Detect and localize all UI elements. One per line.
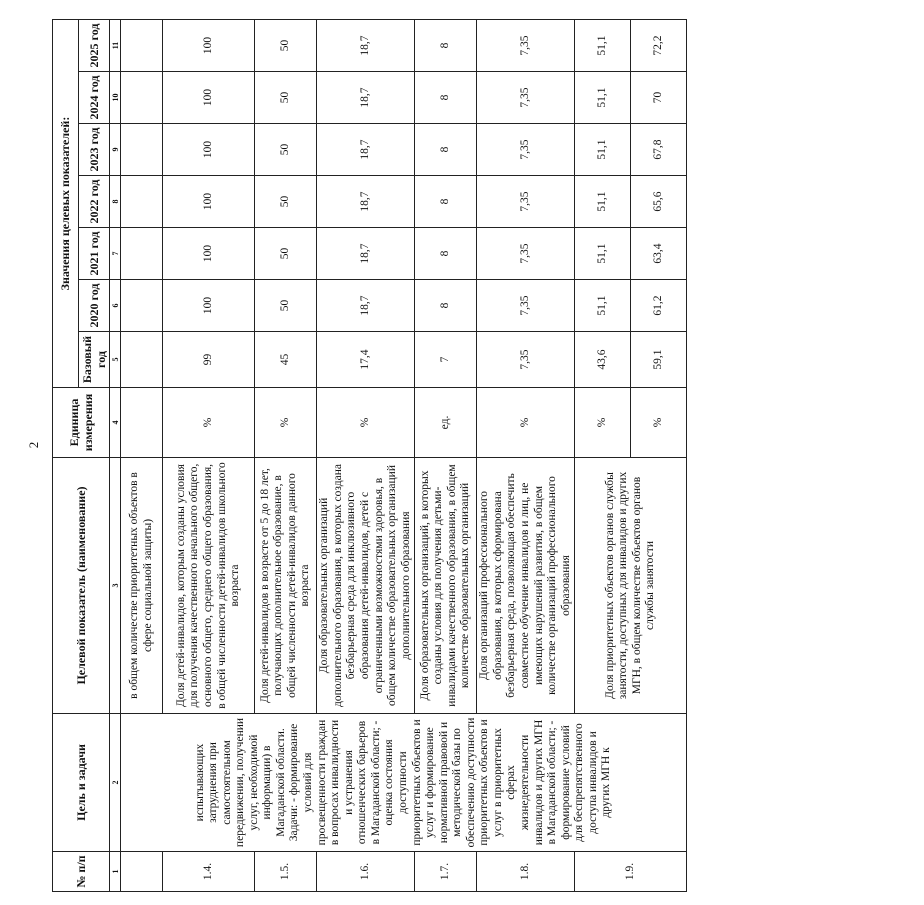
header-goal: Цель и задачи xyxy=(53,714,110,852)
column-index-row xyxy=(110,20,121,892)
indicator-name: Доля организаций профессионального образования, в которых сформирована безбарьерная среда, позволяющая обеспечить совместное обучение инвалидов и лиц, не имеющих нарушений развития, в общем количестве организаций профессионального образования xyxy=(477,458,575,714)
row-num: 1.5. xyxy=(255,852,317,892)
year-value xyxy=(121,72,163,124)
year-value: 51,1 xyxy=(575,228,631,280)
column-index: 6 xyxy=(110,280,121,332)
year-value: 65,6 xyxy=(631,176,687,228)
column-index: 2 xyxy=(110,714,121,852)
year-value: 18,7 xyxy=(317,72,415,124)
year-value: 50 xyxy=(255,20,317,72)
year-value: 67,8 xyxy=(631,124,687,176)
unit: % xyxy=(163,388,255,458)
unit xyxy=(121,388,163,458)
year-value: 100 xyxy=(163,280,255,332)
indicators-table xyxy=(52,19,687,892)
year-value: 100 xyxy=(163,124,255,176)
unit: % xyxy=(631,388,687,458)
year-value: 63,4 xyxy=(631,228,687,280)
indicator-name: Доля детей-инвалидов в возрасте от 5 до 18 лет, получающих дополнительное образование, в общей численности детей-инвалидов данного возраста xyxy=(255,458,317,714)
row-num: 1.4. xyxy=(163,852,255,892)
base-value: 17,4 xyxy=(317,332,415,388)
year-value: 61,2 xyxy=(631,280,687,332)
base-value: 43,6 xyxy=(575,332,631,388)
year-value: 18,7 xyxy=(317,228,415,280)
year-value xyxy=(121,228,163,280)
goal-and-tasks: испытывающих затруднения при самостоятельном передвижении, получении услуг, необходимой информации) в Магаданской области. Задачи: - формирование условий для просвещенности граждан в вопросах инвалидности и устранения отношенческих барьеров в Магаданской области; - оценка состояния доступности приоритетных объектов и услуг и формирование нормативной правовой и методической базы по обеспечению доступности приоритетных объектов и услуг в приоритетных сферах жизнедеятельности инвалидов и других МГН в Магаданской области; - формирование условий для беспрепятственного доступа инвалидов и других МГН к xyxy=(121,714,687,852)
year-value: 51,1 xyxy=(575,280,631,332)
year-value: 100 xyxy=(163,228,255,280)
year-value xyxy=(121,176,163,228)
year-value xyxy=(121,280,163,332)
year-value: 18,7 xyxy=(317,20,415,72)
header-year: 2022 год xyxy=(79,176,110,228)
indicator-name: Доля образовательных организаций дополнительного образования, в которых создана безбарьерная среда для инклюзивного образования детей-инвалидов, детей с ограниченными возможностями здоровья, в общем количестве образовательных организаций дополнительного образования xyxy=(317,458,415,714)
year-value: 8 xyxy=(415,280,477,332)
year-value xyxy=(121,124,163,176)
table-wrapper xyxy=(52,20,924,888)
year-value: 8 xyxy=(415,176,477,228)
unit: % xyxy=(255,388,317,458)
year-value: 72,2 xyxy=(631,20,687,72)
year-value: 7,35 xyxy=(477,176,575,228)
row-num: 1.8. xyxy=(477,852,575,892)
row-num: 1.6. xyxy=(317,852,415,892)
year-value: 50 xyxy=(255,176,317,228)
header-year: 2021 год xyxy=(79,228,110,280)
column-index: 7 xyxy=(110,228,121,280)
year-value: 8 xyxy=(415,72,477,124)
year-value: 51,1 xyxy=(575,124,631,176)
year-value: 7,35 xyxy=(477,228,575,280)
page-number: 2 xyxy=(26,441,41,449)
header-indicator: Целевой показатель (наименование) xyxy=(53,458,110,714)
column-index: 11 xyxy=(110,20,121,72)
header-year: 2024 год xyxy=(79,72,110,124)
year-value: 51,1 xyxy=(575,176,631,228)
column-index: 9 xyxy=(110,124,121,176)
year-value: 100 xyxy=(163,72,255,124)
header-year: 2025 год xyxy=(79,20,110,72)
year-value: 51,1 xyxy=(575,72,631,124)
header-year: 2023 год xyxy=(79,124,110,176)
year-value: 8 xyxy=(415,20,477,72)
year-value: 18,7 xyxy=(317,176,415,228)
column-index: 1 xyxy=(110,852,121,892)
indicator-name: Доля образовательных организаций, в которых созданы условия для получения детьми-инвалидами качественного образования, в общем количестве образовательных организаций xyxy=(415,458,477,714)
year-value: 7,35 xyxy=(477,72,575,124)
column-index: 8 xyxy=(110,176,121,228)
column-index: 3 xyxy=(110,458,121,714)
base-value: 45 xyxy=(255,332,317,388)
year-value: 50 xyxy=(255,124,317,176)
year-value: 7,35 xyxy=(477,124,575,176)
header-year: 2020 год xyxy=(79,280,110,332)
year-value: 8 xyxy=(415,228,477,280)
year-value: 18,7 xyxy=(317,280,415,332)
year-value: 8 xyxy=(415,124,477,176)
base-value: 99 xyxy=(163,332,255,388)
row-num: 1.7. xyxy=(415,852,477,892)
table-row xyxy=(121,20,163,892)
column-index: 4 xyxy=(110,388,121,458)
year-value: 7,35 xyxy=(477,280,575,332)
header-values-group: Значения целевых показателей: xyxy=(53,20,79,388)
year-value: 100 xyxy=(163,176,255,228)
base-value: 7,35 xyxy=(477,332,575,388)
unit: % xyxy=(477,388,575,458)
base-value: 7 xyxy=(415,332,477,388)
year-value: 50 xyxy=(255,72,317,124)
year-value: 70 xyxy=(631,72,687,124)
header-num: № п/п xyxy=(53,852,110,892)
header-base-year: Базовый год xyxy=(79,332,110,388)
year-value xyxy=(121,20,163,72)
year-value: 100 xyxy=(163,20,255,72)
year-value: 7,35 xyxy=(477,20,575,72)
indicator-name: в общем количестве приоритетных объектов в сфере социальной защиты) xyxy=(121,458,163,714)
indicator-name: Доля приоритетных объектов органов службы занятости, доступных для инвалидов и других МГН, в общем количестве объектов органов службы занятости xyxy=(575,458,687,714)
indicator-name: Доля детей-инвалидов, которым созданы условия для получения качественного начального общего, основного общего, среднего общего образования, в общей численности детей-инвалидов школьного возраста xyxy=(163,458,255,714)
base-value xyxy=(121,332,163,388)
year-value: 18,7 xyxy=(317,124,415,176)
unit: ед. xyxy=(415,388,477,458)
row-num: 1.9. xyxy=(575,852,687,892)
year-value: 51,1 xyxy=(575,20,631,72)
column-index: 10 xyxy=(110,72,121,124)
column-index: 5 xyxy=(110,332,121,388)
base-value: 59,1 xyxy=(631,332,687,388)
header-unit: Единица измерения xyxy=(53,388,110,458)
unit: % xyxy=(575,388,631,458)
row-num xyxy=(121,852,163,892)
year-value: 50 xyxy=(255,228,317,280)
year-value: 50 xyxy=(255,280,317,332)
unit: % xyxy=(317,388,415,458)
